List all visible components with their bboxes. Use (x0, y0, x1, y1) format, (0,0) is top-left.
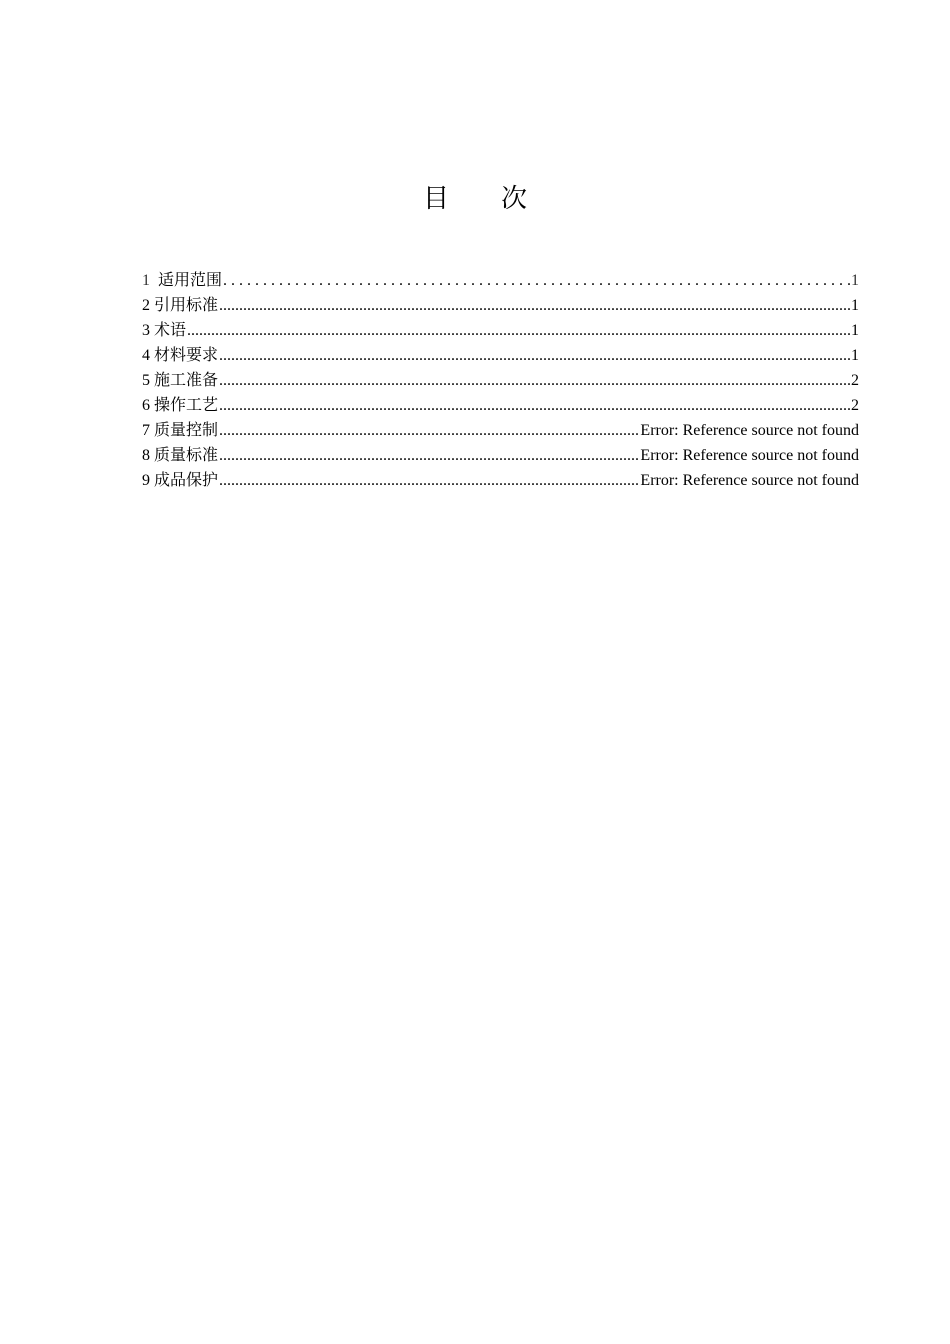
toc-entry-label: 质量标准 (154, 447, 219, 464)
toc-entry-page: 1 (851, 347, 859, 364)
toc-entry-leader (219, 418, 639, 443)
toc-entry-page: 1 (851, 272, 859, 289)
toc-entry-page: 2 (851, 397, 859, 414)
toc-entry[interactable] (142, 393, 859, 418)
toc-entry-label: 引用标准 (154, 297, 219, 314)
toc-entry[interactable] (142, 418, 859, 443)
toc-entry-number: 1 (142, 272, 150, 289)
toc-title (0, 181, 950, 217)
toc-entry-leader (219, 468, 639, 493)
toc-list (142, 268, 859, 493)
toc-entry-number: 4 (142, 347, 150, 364)
toc-entry-leader (219, 368, 850, 393)
toc-entry-page: 1 (851, 322, 859, 339)
toc-entry-page: Error: Reference source not found (640, 422, 859, 439)
toc-entry-page: 2 (851, 372, 859, 389)
toc-entry-label: 质量控制 (154, 422, 219, 439)
toc-entry-number: 2 (142, 297, 150, 314)
toc-entry-leader (219, 343, 850, 368)
toc-entry-leader (219, 293, 850, 318)
toc-entry-label: 施工准备 (154, 372, 219, 389)
toc-entry[interactable] (142, 293, 859, 318)
toc-entry-number: 5 (142, 372, 150, 389)
toc-title-char-2: 次 (501, 184, 528, 213)
toc-entry-page: Error: Reference source not found (640, 447, 859, 464)
toc-entry[interactable] (142, 468, 859, 493)
toc-entry-label: 操作工艺 (154, 397, 219, 414)
toc-entry-number: 7 (142, 422, 150, 439)
toc-entry-label: 材料要求 (154, 347, 219, 364)
toc-entry-number: 3 (142, 322, 150, 339)
toc-entry-leader (223, 268, 850, 293)
toc-entry[interactable] (142, 268, 859, 293)
toc-entry[interactable] (142, 343, 859, 368)
toc-entry-page: 1 (851, 297, 859, 314)
toc-entry-page: Error: Reference source not found (640, 472, 859, 489)
toc-entry-number: 8 (142, 447, 150, 464)
toc-entry-label: 成品保护 (154, 472, 219, 489)
toc-entry-leader (187, 318, 850, 343)
toc-entry-label: 术语 (154, 322, 187, 339)
toc-entry-leader (219, 443, 639, 468)
toc-entry[interactable] (142, 318, 859, 343)
toc-entry[interactable] (142, 443, 859, 468)
toc-entry-leader (219, 393, 850, 418)
toc-entry-number: 6 (142, 397, 150, 414)
toc-entry[interactable] (142, 368, 859, 393)
toc-entry-number: 9 (142, 472, 150, 489)
toc-entry-label: 适用范围 (158, 272, 223, 289)
toc-title-char-1: 目 (422, 184, 449, 213)
